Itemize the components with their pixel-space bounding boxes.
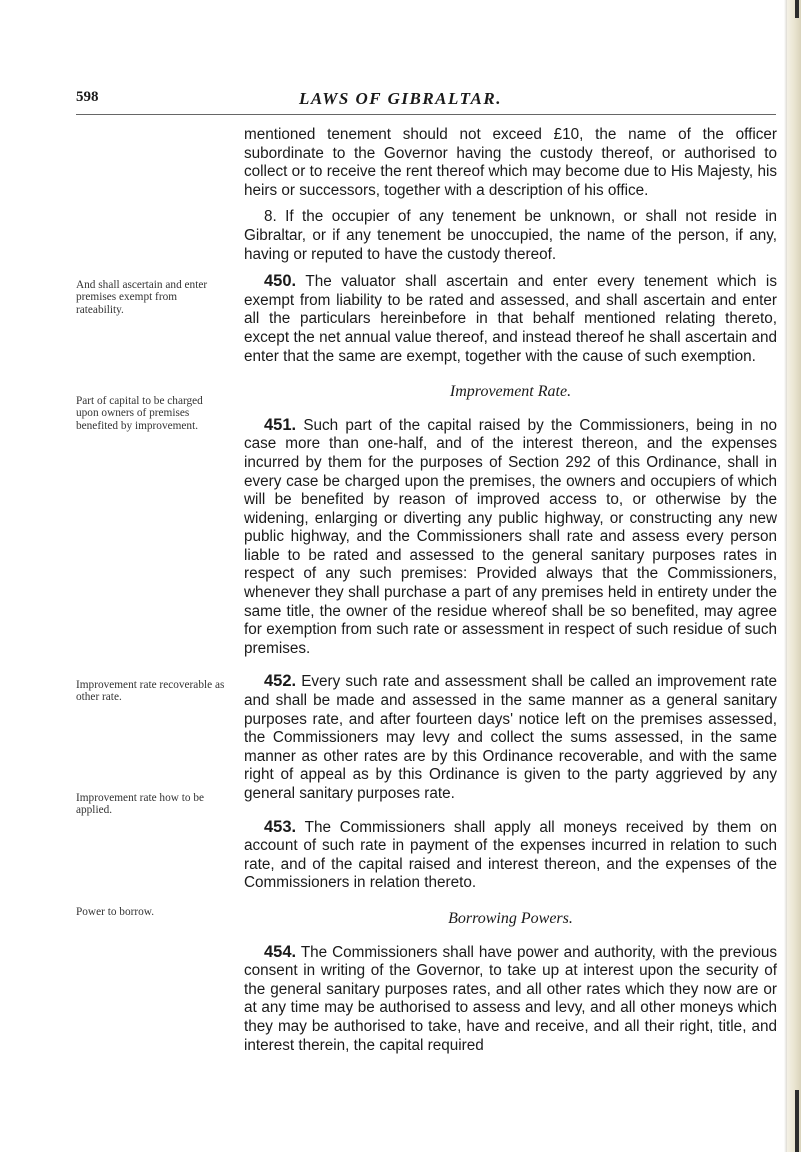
section-453 bbox=[244, 818, 777, 893]
heading-improvement-rate: Improvement Rate. bbox=[449, 383, 572, 401]
section-text: The valuator shall ascertain and enter every tenement which is exempt from liability to be rated and assessed, and shall ascertain and enter all the particulars hereinbefore in that behalf mentioned relating thereto, except the net annual value thereof, and instead thereof he shall ascertain and enter that the same are exempt, together with the cause of such exemption. bbox=[244, 273, 777, 365]
section-452 bbox=[244, 672, 777, 803]
section-number: 450. bbox=[264, 272, 297, 291]
section-text: The Commissioners shall apply all moneys received by them on account of such rate in payment of the expenses incurred in relation to such rate, and of the capital raised and interest thereon, and the expenses of the Commissioners in relation thereto. bbox=[244, 818, 777, 892]
section-451 bbox=[244, 416, 777, 659]
margin-note-453: Improvement rate how to be applied. bbox=[76, 792, 204, 817]
continuation-paragraph: mentioned tenement should not exceed £10, the name of the officer subordinate to the Governor having the custody thereof, or authorised to collect or to receive the rent thereof which may become due to His Majesty, his heirs or successors, together with a description of his office. bbox=[244, 126, 777, 199]
running-head bbox=[0, 89, 801, 113]
page-edge-mark bbox=[795, 1090, 799, 1152]
margin-note-452: Improvement rate recoverable as other rate. bbox=[76, 679, 225, 704]
body-text bbox=[244, 126, 777, 1055]
section-number: 453. bbox=[264, 817, 297, 836]
page-number: 598 bbox=[76, 89, 99, 105]
section-number: 452. bbox=[264, 672, 297, 691]
section-450 bbox=[244, 272, 777, 366]
section-454 bbox=[244, 943, 777, 1056]
page-edge bbox=[787, 0, 801, 1152]
section-text: Such part of the capital raised by the Commissioners, being in no case more than one-half, and of the interest thereon, and the expenses incurred by them for the purposes of Section 292 of this Ordinance, shall in every case be charged upon the premises, the owners and occupiers of which will be benefited by reason of improved access to, or otherwise by the widening, enlarging or diverting any public highway, or constructing any new public highway, and the Commissioners shall rate and assess every person liable to be rated and assessed to the general sanitary purposes rates in respect of any such premises: Provided always that the Commissioners, whenever they shall purchase a part of any premises held in entirety under the same title, the owner of the residue whereof shall be so benefited, may agree for exemption from such rate or assessment in respect of such residue of such premises. bbox=[244, 416, 778, 657]
margin-note-454: Power to borrow. bbox=[76, 906, 155, 918]
paragraph-8: 8. If the occupier of any tenement be unknown, or shall not reside in Gibraltar, or if any tenement be unoccupied, the name of the person, if any, having or reputed to have the custody thereof. bbox=[244, 208, 777, 263]
margin-note-450: And shall ascertain and enter premises exempt from rateability. bbox=[76, 279, 208, 316]
section-number: 454. bbox=[264, 942, 297, 961]
section-text: The Commissioners shall have power and authority, with the previous consent in writing of the Governor, to take up at interest upon the security of the general sanitary purposes rates, and all other rates which they now are or at any time may be authorised to assess and levy, and all other moneys which they may be authorised to take, have and receive, and all their right, title, and interest therein, the capital required bbox=[244, 943, 777, 1054]
running-title: LAWS OF GIBRALTAR. bbox=[299, 89, 502, 108]
margin-note-451: Part of capital to be charged upon owners of premises benefited by improvement. bbox=[76, 395, 203, 432]
page-edge-shadow bbox=[784, 0, 787, 1152]
header-rule bbox=[76, 114, 776, 115]
heading-borrowing-powers: Borrowing Powers. bbox=[448, 909, 573, 927]
page-edge-mark bbox=[795, 0, 799, 18]
section-number: 451. bbox=[264, 415, 297, 434]
section-text: Every such rate and assessment shall be called an improvement rate and shall be made and assessed in the same manner as a general sanitary purposes rate, and after fourteen days' notice left on the premises assessed, the Commissioners may levy and collect the sums assessed, in the same manner as other rates are by this Ordinance recoverable, and with the same right of appeal as by this Ordinance is given to the party aggrieved by any general sanitary purposes rate. bbox=[244, 673, 778, 802]
